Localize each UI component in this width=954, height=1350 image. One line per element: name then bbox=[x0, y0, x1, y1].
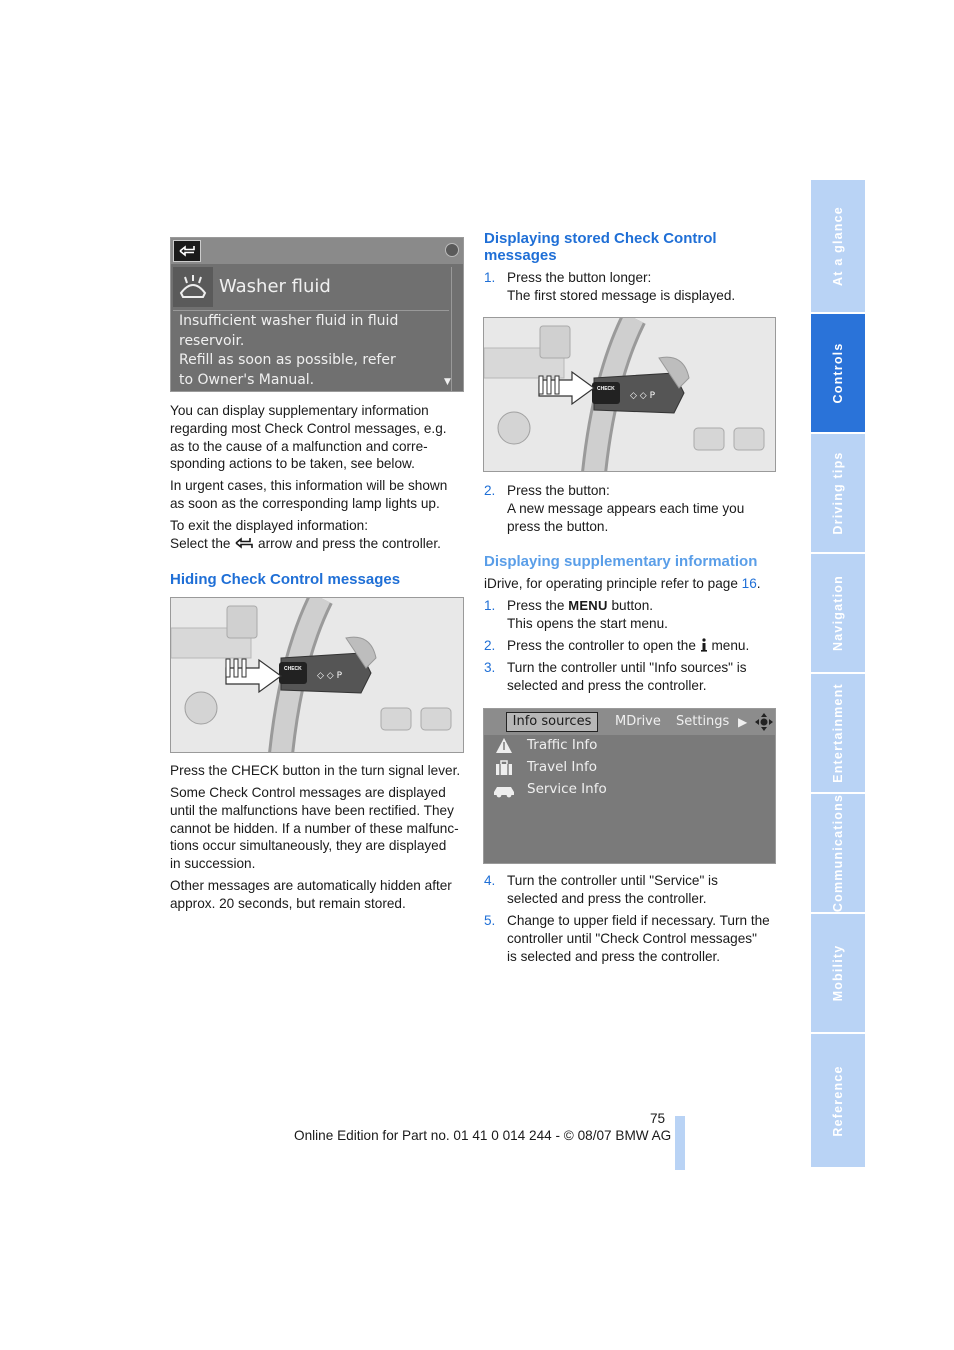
text-line: until the malfunctions have been rectified. They bbox=[170, 802, 454, 818]
paragraph-press-check: Press the CHECK button in the turn signal lever. bbox=[170, 763, 461, 778]
step-number: 4. bbox=[484, 873, 496, 888]
lever-illustration bbox=[171, 598, 464, 753]
step-text bbox=[507, 912, 770, 965]
tab-label: Driving tips bbox=[831, 451, 845, 535]
supp-step-4 bbox=[484, 872, 784, 908]
text-line: To exit the displayed information: bbox=[170, 518, 368, 533]
heading-line: messages bbox=[484, 247, 557, 264]
turn-signal-lever-figure-2 bbox=[483, 317, 776, 472]
text-line: as to the cause of a malfunction and corre- bbox=[170, 438, 428, 454]
info-sources-screen bbox=[483, 708, 776, 864]
text-fragment: Press the bbox=[507, 598, 565, 613]
text-fragment: Select the bbox=[170, 535, 231, 551]
step-text bbox=[507, 482, 744, 535]
paragraph-persistent bbox=[170, 784, 459, 873]
text-line: is selected and press the controller. bbox=[507, 948, 721, 964]
supp-step-2 bbox=[484, 637, 784, 655]
step-number: 2. bbox=[484, 483, 496, 498]
tab-label: Entertainment bbox=[831, 683, 845, 783]
page-link[interactable]: 16 bbox=[741, 576, 757, 591]
traffic-info-icon bbox=[494, 736, 514, 756]
text-fragment: . bbox=[756, 576, 761, 591]
step-text bbox=[507, 269, 735, 305]
heading-supplementary: Displaying supplementary information bbox=[484, 553, 758, 570]
scroll-down-icon[interactable]: ▼ bbox=[444, 377, 451, 387]
text-fragment: arrow and press the controller. bbox=[258, 535, 441, 551]
text-line: as soon as the corresponding lamp lights up. bbox=[170, 495, 440, 511]
tab-mdrive[interactable]: MDrive bbox=[615, 714, 661, 729]
paragraph-auto-hidden bbox=[170, 877, 452, 913]
text-line: This opens the start menu. bbox=[507, 615, 668, 631]
message-line: to Owner's Manual. bbox=[179, 371, 315, 388]
travel-info-icon bbox=[494, 758, 514, 778]
text-line: selected and press the controller. bbox=[507, 890, 707, 906]
text-line: The first stored message is displayed. bbox=[507, 287, 736, 303]
step-number: 3. bbox=[484, 660, 496, 675]
step-text bbox=[507, 659, 747, 695]
step-number: 5. bbox=[484, 913, 496, 928]
tab-controls[interactable] bbox=[811, 314, 865, 434]
tab-info-sources[interactable]: Info sources bbox=[506, 712, 598, 732]
heading-line: Displaying stored Check Control bbox=[484, 230, 717, 247]
tab-driving-tips[interactable] bbox=[811, 434, 865, 554]
tab-label: Communications bbox=[831, 793, 845, 913]
check-button-label: CHECK bbox=[597, 386, 615, 392]
step-text bbox=[507, 637, 749, 655]
step-1 bbox=[484, 269, 784, 305]
divider bbox=[173, 310, 449, 311]
text-line: In urgent cases, this information will be shown bbox=[170, 478, 448, 493]
step-number: 2. bbox=[484, 638, 496, 653]
text-line: Turn the controller until "Info sources" is bbox=[507, 660, 747, 675]
text-line: sponding actions to be taken, see below. bbox=[170, 456, 415, 472]
text-line: selected and press the controller. bbox=[507, 677, 707, 693]
tab-reference[interactable] bbox=[811, 1034, 865, 1167]
screen-title: Washer fluid bbox=[219, 276, 331, 297]
tab-label: Mobility bbox=[831, 944, 845, 1002]
menu-item-traffic-info[interactable]: Traffic Info bbox=[527, 737, 598, 753]
text-line bbox=[507, 597, 668, 615]
paragraph-urgent bbox=[170, 477, 447, 513]
footer-accent-bar bbox=[675, 1116, 685, 1170]
tab-entertainment[interactable] bbox=[811, 674, 865, 794]
message-line: Refill as soon as possible, refer bbox=[179, 352, 396, 368]
heading-stored bbox=[484, 230, 717, 264]
text-line: Some Check Control messages are displayed bbox=[170, 785, 446, 800]
text-fragment: button. bbox=[611, 598, 654, 613]
supp-step-1 bbox=[484, 597, 784, 633]
scrollbar-track bbox=[451, 267, 452, 392]
tab-settings[interactable]: Settings bbox=[676, 714, 730, 729]
text-line: A new message appears each time you bbox=[507, 500, 745, 516]
tab-label: At a glance bbox=[831, 206, 845, 286]
lever-illustration bbox=[484, 318, 776, 472]
text-line: Other messages are automatically hidden after bbox=[170, 878, 452, 893]
tab-communications[interactable] bbox=[811, 794, 865, 914]
tab-label: Navigation bbox=[831, 575, 845, 651]
text-fragment: iDrive, for operating principle refer to page bbox=[484, 576, 738, 591]
step-text bbox=[507, 597, 668, 633]
service-info-icon bbox=[492, 780, 516, 800]
screen-top-bar bbox=[171, 238, 464, 264]
tab-navigation[interactable] bbox=[811, 554, 865, 674]
step-number: 1. bbox=[484, 598, 496, 613]
turn-signal-lever-figure bbox=[170, 597, 464, 753]
tab-label: Controls bbox=[831, 342, 845, 404]
text-fragment: Press the controller to open the bbox=[507, 638, 696, 653]
text-line bbox=[170, 535, 441, 553]
text-line: approx. 20 seconds, but remain stored. bbox=[170, 895, 406, 911]
washer-icon bbox=[173, 267, 213, 307]
page-number: 75 bbox=[650, 1111, 666, 1126]
text-line: You can display supplementary information bbox=[170, 403, 429, 418]
info-icon bbox=[700, 638, 708, 652]
text-line: regarding most Check Control messages, e.g. bbox=[170, 420, 447, 436]
step-text bbox=[507, 872, 718, 908]
menu-button-icon: MENU bbox=[568, 598, 608, 613]
step-number: 1. bbox=[484, 270, 496, 285]
controller-icon bbox=[754, 712, 774, 732]
paragraph-idrive bbox=[484, 575, 761, 593]
scroll-right-icon[interactable]: ▶ bbox=[738, 715, 748, 729]
text-line: Turn the controller until "Service" is bbox=[507, 873, 718, 888]
check-button-label: CHECK bbox=[284, 666, 302, 672]
back-arrow-icon[interactable] bbox=[173, 240, 201, 262]
menu-item-service-info[interactable]: Service Info bbox=[527, 781, 607, 797]
text-line: tions occur simultaneously, they are displayed bbox=[170, 838, 447, 854]
edition-footer: Online Edition for Part no. 01 41 0 014 244 - © 08/07 BMW AG bbox=[294, 1128, 672, 1143]
text-line: Press the button: bbox=[507, 483, 610, 498]
heading-hiding: Hiding Check Control messages bbox=[170, 571, 401, 588]
paragraph-supplementary bbox=[170, 402, 447, 473]
info-scroll-icon bbox=[445, 243, 459, 257]
text-line: in succession. bbox=[170, 856, 256, 872]
tab-mobility[interactable] bbox=[811, 914, 865, 1034]
text-line: cannot be hidden. If a number of these malfunc- bbox=[170, 820, 459, 836]
message-line: Insufficient washer fluid in fluid bbox=[179, 313, 399, 329]
tab-at-a-glance[interactable] bbox=[811, 180, 865, 314]
screen-message bbox=[179, 312, 398, 390]
menu-item-travel-info[interactable]: Travel Info bbox=[527, 759, 597, 775]
text-fragment: menu. bbox=[711, 638, 750, 653]
step-2 bbox=[484, 482, 784, 536]
text-line: Press the button longer: bbox=[507, 270, 652, 285]
message-line: reservoir. bbox=[179, 332, 245, 349]
back-arrow-icon bbox=[234, 536, 254, 550]
text-line: Change to upper field if necessary. Turn the bbox=[507, 913, 770, 928]
paragraph-exit bbox=[170, 517, 441, 553]
tab-label: Reference bbox=[831, 1064, 845, 1137]
supp-step-3 bbox=[484, 659, 784, 695]
text-line: controller until "Check Control messages" bbox=[507, 930, 757, 946]
text-line: press the button. bbox=[507, 518, 609, 534]
supp-step-5 bbox=[484, 912, 784, 966]
side-tab-bar bbox=[811, 180, 865, 1167]
svg-text:◇ ◇ P: ◇ ◇ P bbox=[630, 391, 655, 401]
washer-fluid-screen bbox=[170, 237, 464, 392]
svg-text:◇ ◇ P: ◇ ◇ P bbox=[317, 671, 342, 681]
text-line bbox=[507, 637, 749, 655]
